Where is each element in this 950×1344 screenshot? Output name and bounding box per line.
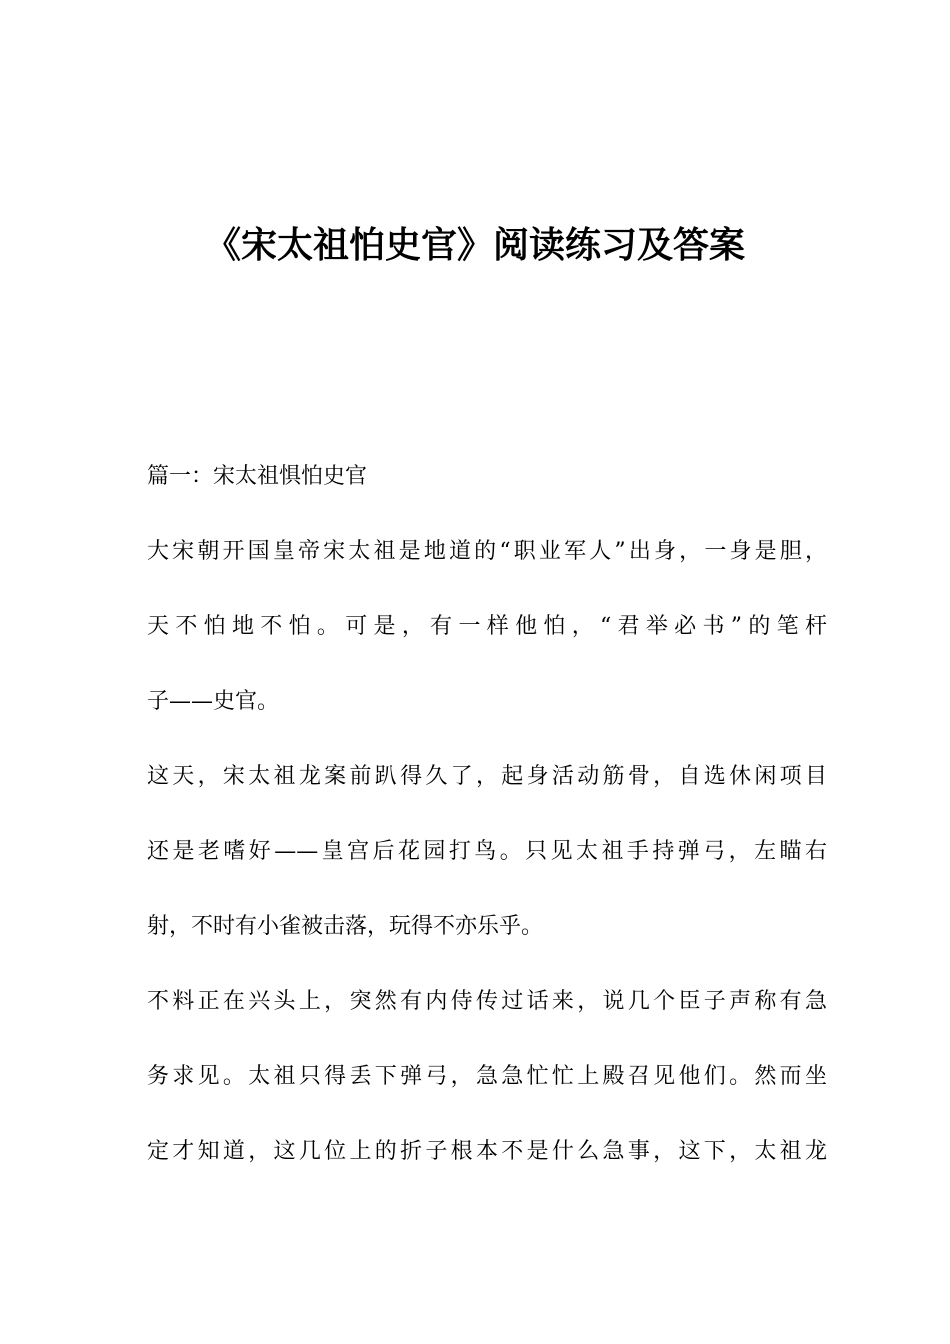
- paragraph-line: 不料正在兴头上，突然有内侍传过话来，说几个臣子声称有急: [147, 989, 827, 1014]
- paragraph-line: 射，不时有小雀被击落，玩得不亦乐乎。: [147, 914, 544, 939]
- document-title: 《宋太祖怕史官》阅读练习及答案: [204, 225, 745, 266]
- paragraph-line: 子——史官。: [147, 689, 280, 714]
- paragraph-line: 还是老嗜好——皇宫后花园打鸟。只见太祖手持弹弓，左瞄右: [147, 839, 827, 864]
- paragraph-line: 务求见。太祖只得丢下弹弓，急急忙忙上殿召见他们。然而坐: [147, 1064, 827, 1089]
- paragraph-line: 定才知道，这几位上的折子根本不是什么急事，这下，太祖龙: [147, 1139, 827, 1164]
- section-heading: 篇一：宋太祖惧怕史官: [147, 464, 368, 489]
- paragraph-line: 这天，宋太祖龙案前趴得久了，起身活动筋骨，自选休闲项目: [147, 764, 827, 789]
- paragraph-line: 大宋朝开国皇帝宋太祖是地道的“职业军人”出身，一身是胆，: [147, 539, 827, 564]
- paragraph-line: 天不怕地不怕。可是，有一样他怕，“君举必书”的笔杆: [147, 614, 827, 639]
